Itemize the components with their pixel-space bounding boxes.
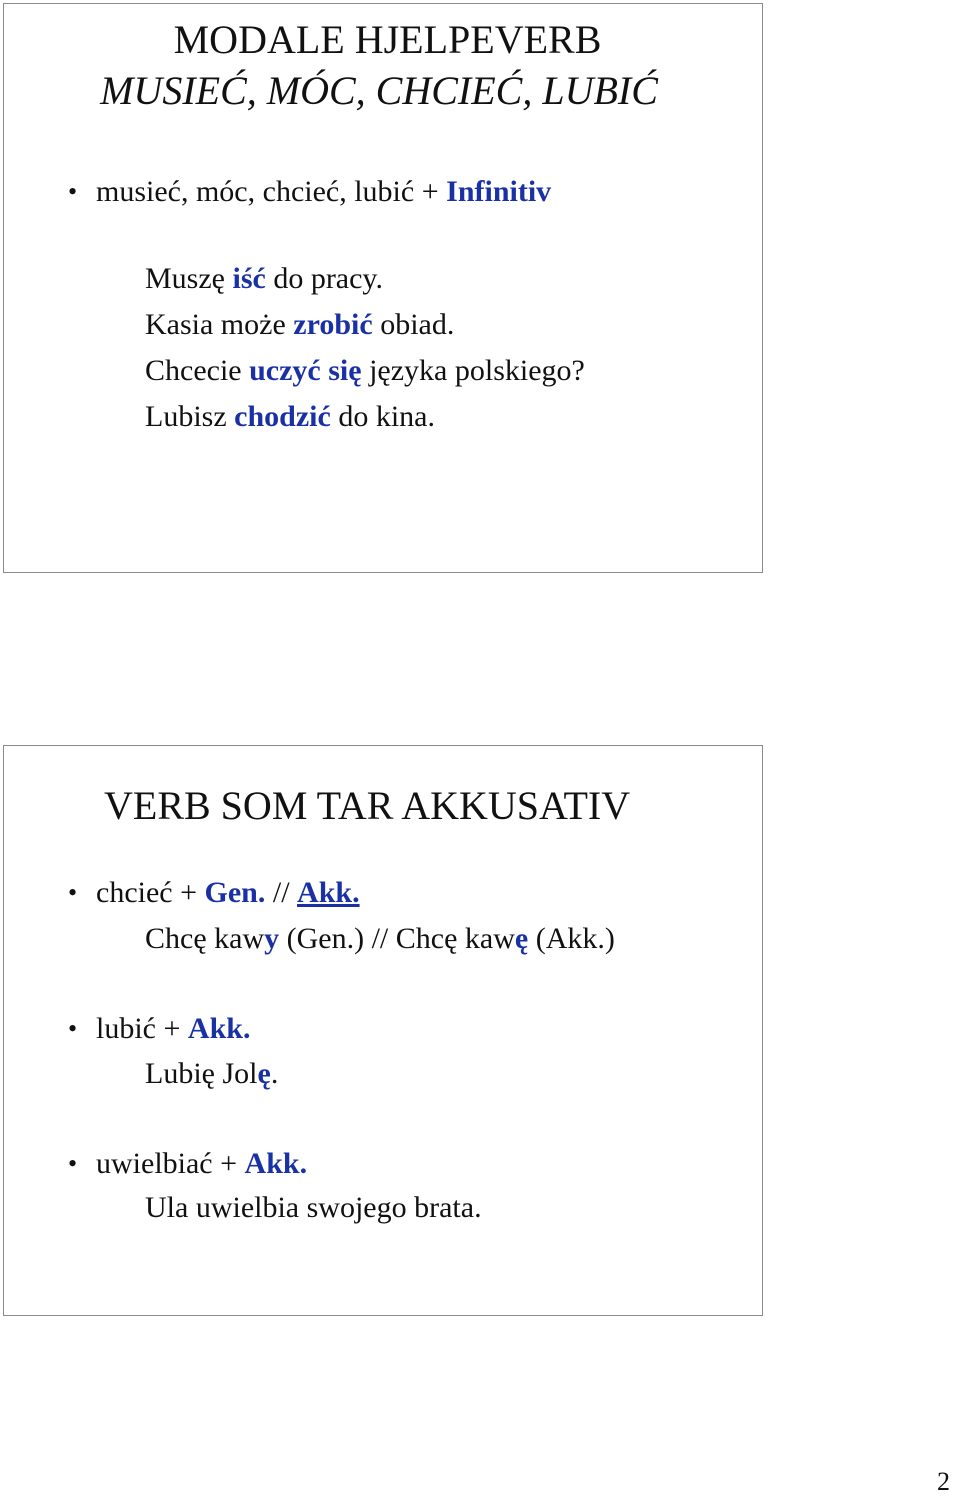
bullet-text: lubić + Akk. bbox=[96, 1012, 251, 1045]
bullet-text bbox=[96, 174, 551, 210]
bullet-text: chcieć + Gen. // Akk. bbox=[96, 876, 360, 909]
bullet-icon: • bbox=[68, 1149, 78, 1178]
slide-title: MODALE HJELPEVERB bbox=[173, 17, 602, 62]
case-accusative: Akk. bbox=[244, 1147, 308, 1180]
example-line: Lubię Jolę. bbox=[145, 1057, 279, 1090]
slide-subtitle: MUSIEĆ, MÓC, CHCIEĆ, LUBIĆ bbox=[100, 68, 658, 113]
example-line: Muszę iść do pracy. bbox=[145, 262, 383, 295]
ending-highlight: ę bbox=[514, 922, 529, 955]
example-line: Chcecie uczyć się języka polskiego? bbox=[145, 354, 585, 387]
example-line: Kasia może zrobić obiad. bbox=[145, 308, 455, 341]
page-number: 2 bbox=[937, 1467, 950, 1496]
bullet-accent: Infinitiv bbox=[446, 175, 552, 208]
case-genitive: Gen. bbox=[204, 876, 266, 909]
example-line: Ula uwielbia swojego brata. bbox=[145, 1191, 482, 1224]
infinitive-highlight: uczyć się bbox=[249, 354, 362, 387]
example-line: Lubisz chodzić do kina. bbox=[145, 400, 435, 433]
ending-highlight: y bbox=[264, 922, 280, 955]
infinitive-highlight: zrobić bbox=[293, 308, 373, 341]
case-accusative: Akk. bbox=[297, 876, 360, 909]
infinitive-highlight: chodzić bbox=[234, 400, 331, 433]
ending-highlight: ę bbox=[257, 1057, 271, 1090]
bullet-text: uwielbiać + Akk. bbox=[96, 1147, 308, 1180]
bullet-icon: • bbox=[68, 1014, 78, 1043]
slide-title: VERB SOM TAR AKKUSATIV bbox=[104, 783, 631, 828]
slide-modal-verbs bbox=[3, 3, 763, 573]
bullet-icon: • bbox=[68, 878, 78, 907]
example-line: Chcę kawy (Gen.) // Chcę kawę (Akk.) bbox=[145, 922, 615, 955]
slide-accusative-verbs bbox=[3, 745, 763, 1316]
bullet-icon: • bbox=[68, 177, 78, 206]
case-accusative: Akk. bbox=[187, 1012, 251, 1045]
bullet-plain: musieć, móc, chcieć, lubić + bbox=[96, 175, 447, 208]
infinitive-highlight: iść bbox=[232, 262, 266, 295]
